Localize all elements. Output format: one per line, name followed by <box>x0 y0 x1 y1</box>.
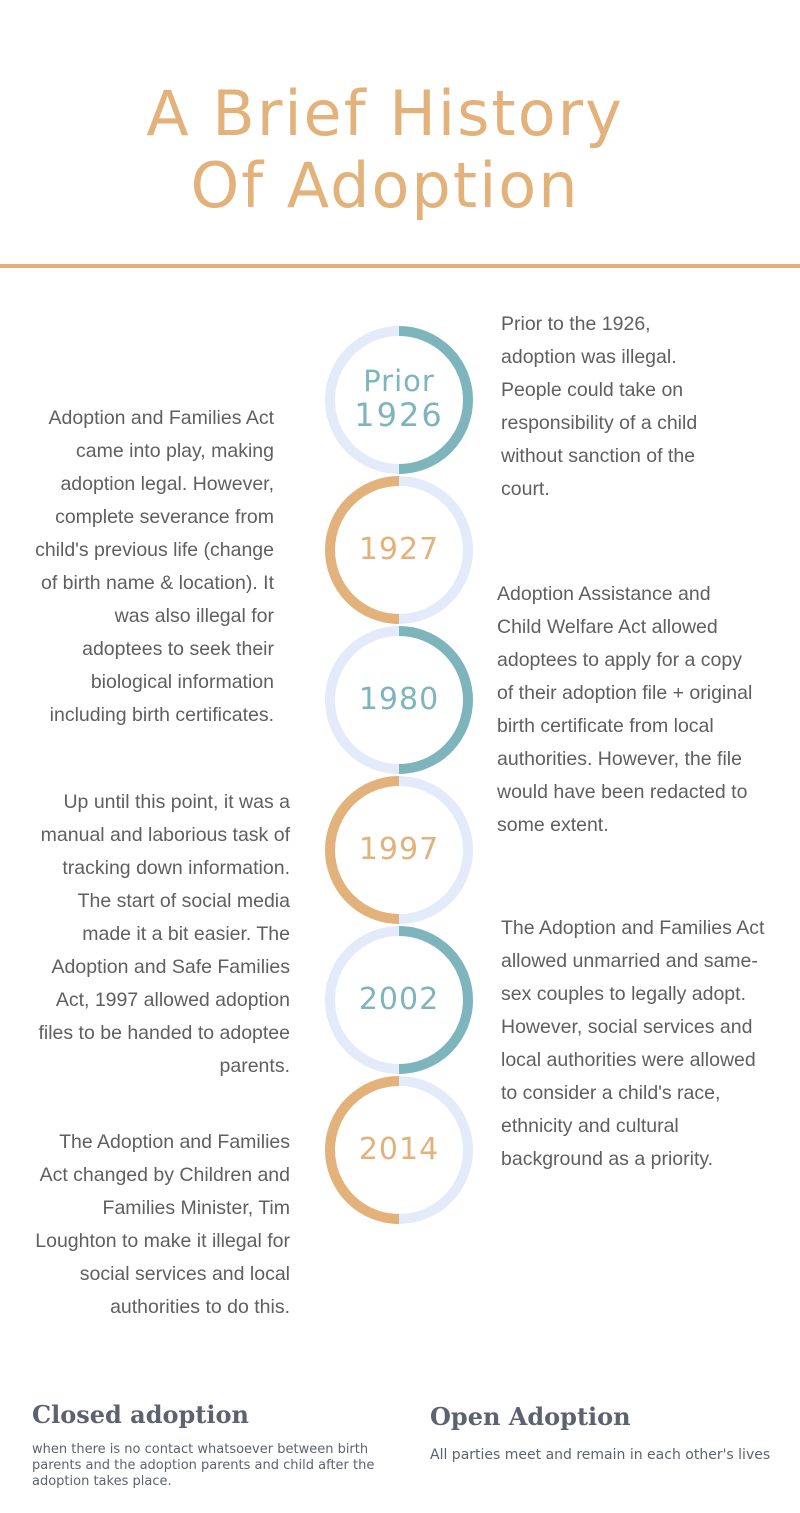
year-label-2002: 2002 <box>358 982 440 1017</box>
timeline-text-2002: The Adoption and Families Act allowed unmarried and same-sex couples to legally adopt. However, social services and local authorities were allowed to consider a child's race, ethnicity and cultural background as a priority. <box>501 917 765 1170</box>
year-label-1980: 1980 <box>358 682 440 717</box>
year-label-2014: 2014 <box>358 1132 440 1167</box>
timeline-text-1927: Adoption and Families Act came into play, making adoption legal. However, complete severance from child's previous life (change of birth name & location). It was also illegal for adoptees to seek their biological information including birth certificates. <box>35 407 274 726</box>
open-adoption-text: All parties meet and remain in each other's lives <box>430 1447 771 1463</box>
closed-adoption-title: Closed adoption <box>32 1400 249 1429</box>
year-label-prior-1926 <box>324 364 474 433</box>
title-line-1: A Brief History <box>146 77 624 150</box>
title-line-2: Of Adoption <box>190 149 580 222</box>
year-label-line-2: 1926 <box>354 396 444 434</box>
timeline-text-prior-1926: Prior to the 1926, adoption was illegal. People could take on responsibility of a child without sanction of the court. <box>501 313 698 500</box>
year-label-line-1: Prior <box>363 364 435 398</box>
year-label-1927: 1927 <box>358 532 440 567</box>
closed-adoption-text: when there is no contact whatsoever between birth parents and the adoption parents and child after the adoption takes place. <box>32 1442 375 1489</box>
timeline-text-1997: Up until this point, it was a manual and laborious task of tracking down information. The start of social media made it a bit easier. The Adoption and Safe Families Act, 1997 allowed adoption files to be handed to adoptee parents. <box>38 791 290 1077</box>
timeline-text-2014: The Adoption and Families Act changed by Children and Families Minister, Tim Loughton to make it illegal for social services and local authorities to do this. <box>35 1131 290 1318</box>
timeline-text-1980: Adoption Assistance and Child Welfare Act allowed adoptees to apply for a copy of their adoption file + original birth certificate from local authorities. However, the file would have been redacted to some extent. <box>497 583 753 836</box>
year-label-1997: 1997 <box>358 832 440 867</box>
open-adoption-title: Open Adoption <box>430 1402 631 1431</box>
